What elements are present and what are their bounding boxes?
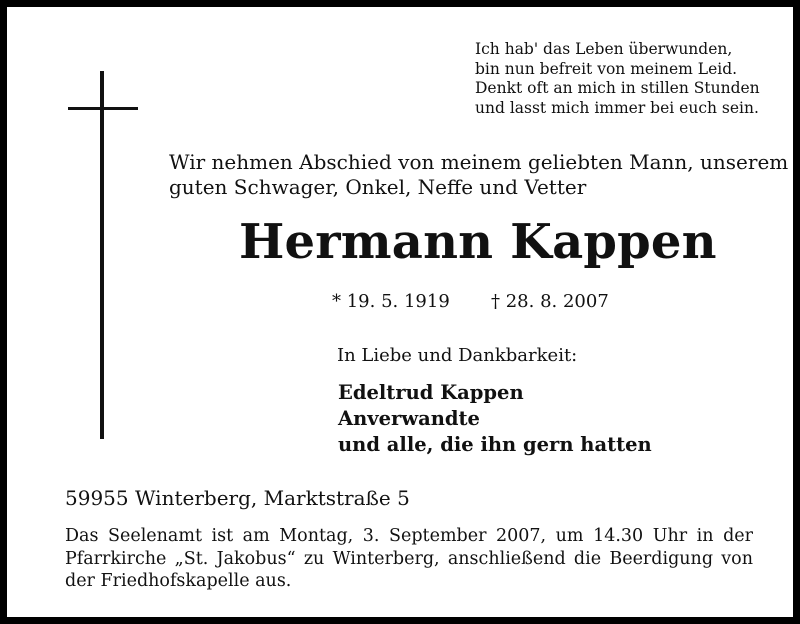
poem-line: Denkt oft an mich in stillen Stunden [475, 79, 760, 97]
farewell-intro [169, 150, 788, 200]
family-address: 59955 Winterberg, Marktstraße 5 [65, 486, 410, 510]
mourner-line: Anverwandte [338, 407, 480, 430]
intro-line: Wir nehmen Abschied von meinem geliebten Mann, unserem [169, 150, 789, 174]
service-details: Das Seelenamt ist am Montag, 3. September 2007, um 14.30 Uhr in der Pfarrkirche „St. Jakobus“ zu Winterberg, anschließend die Beerdigung von der Friedhofskapelle aus. [65, 526, 753, 591]
poem-verse [475, 40, 760, 118]
mourner-line: Edeltrud Kappen [338, 381, 524, 404]
gratitude-line: In Liebe und Dankbarkeit: [337, 345, 578, 366]
poem-line: Ich hab' das Leben überwunden, [475, 40, 733, 58]
poem-line: und lasst mich immer bei euch sein. [475, 98, 759, 117]
cross-horizontal-bar [68, 107, 138, 110]
cross-vertical-bar [100, 71, 104, 439]
poem-line: bin nun befreit von meinem Leid. [475, 59, 738, 78]
mourner-line: und alle, die ihn gern hatten [338, 433, 652, 456]
birth-date: * 19. 5. 1919 [332, 291, 450, 312]
mourners-list [338, 380, 652, 458]
deceased-name: Hermann Kappen [239, 214, 717, 270]
intro-line: guten Schwager, Onkel, Neffe und Vetter [169, 175, 587, 199]
death-date: † 28. 8. 2007 [491, 291, 609, 312]
